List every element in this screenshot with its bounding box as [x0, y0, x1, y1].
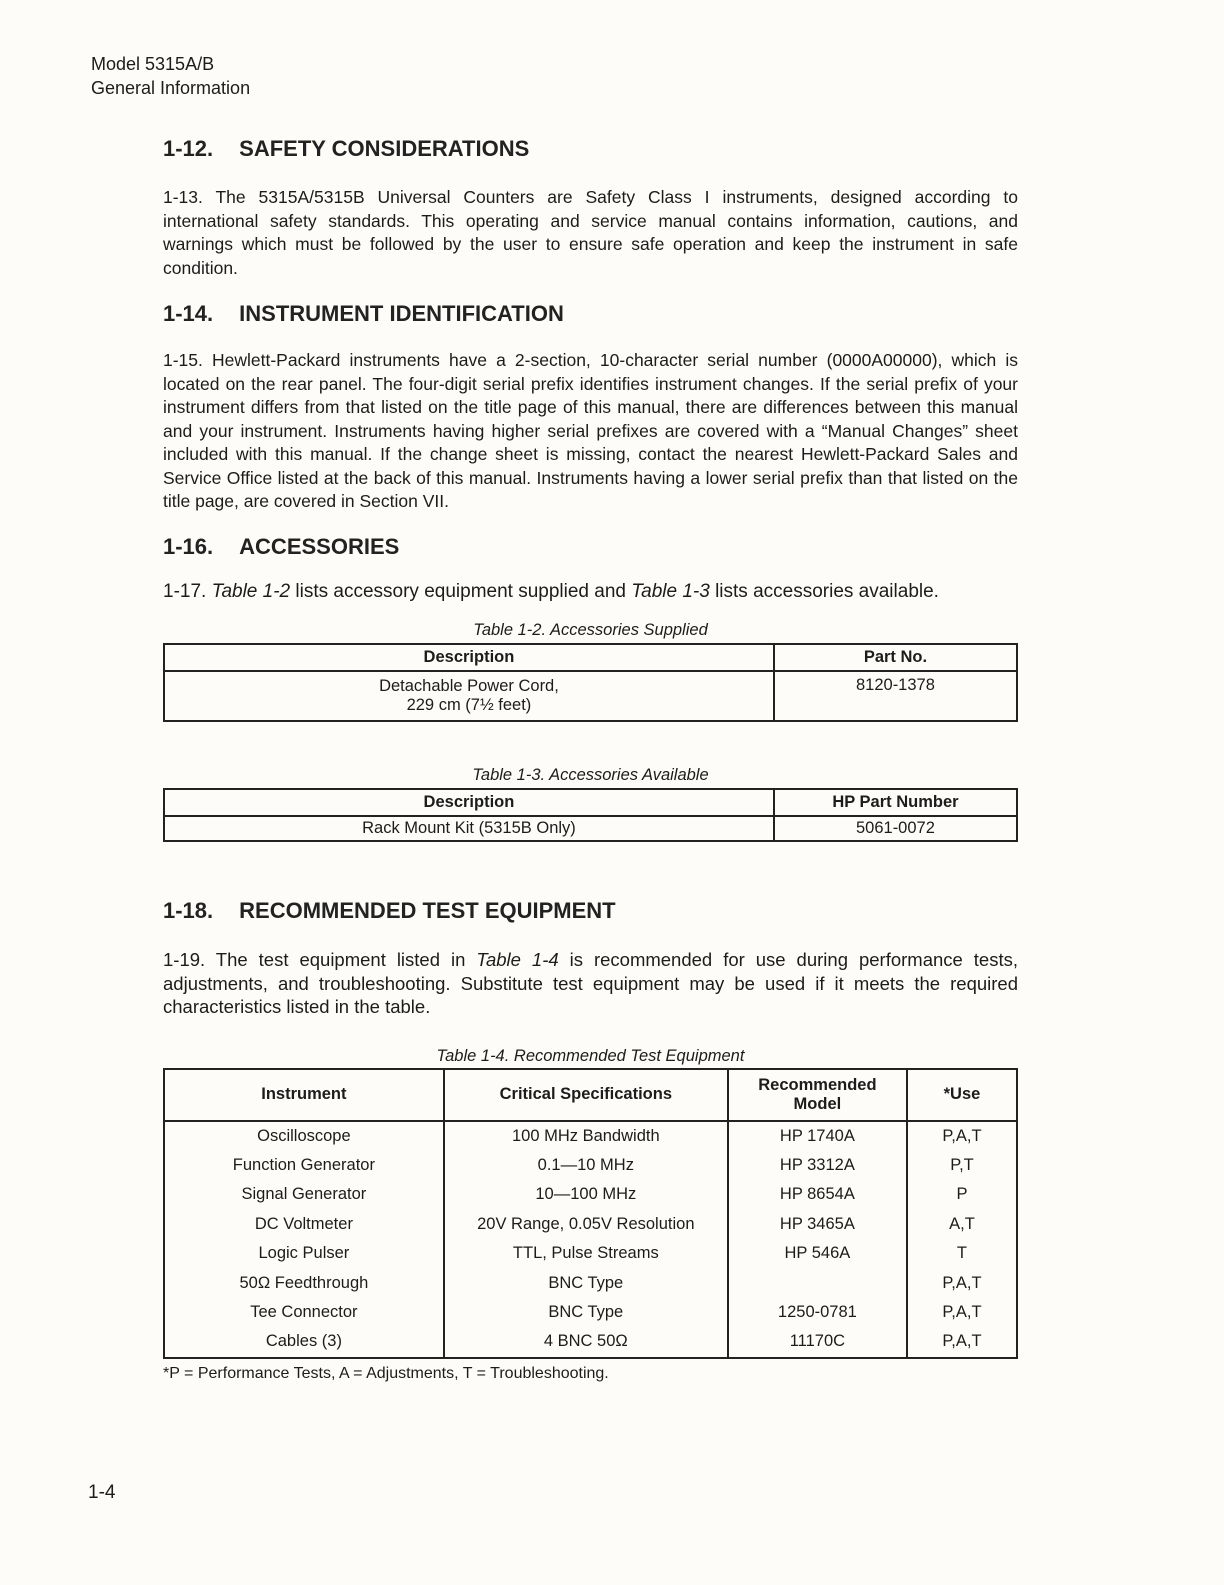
- paragraph-1-17: [163, 580, 1018, 604]
- table-cell: 10—100 MHz: [444, 1180, 728, 1209]
- table-cell: 4 BNC 50Ω: [444, 1327, 728, 1357]
- table-1-3: [163, 788, 1018, 842]
- table-cell: Oscilloscope: [164, 1121, 444, 1151]
- column-header: Instrument: [164, 1069, 444, 1121]
- table-cell: [164, 671, 774, 721]
- heading-test-equipment: [163, 898, 1018, 924]
- table-body: [164, 1121, 1017, 1358]
- table-row: [164, 1151, 1017, 1180]
- column-header: Description: [164, 789, 774, 816]
- heading-title: RECOMMENDED TEST EQUIPMENT: [239, 898, 616, 923]
- table-cell: BNC Type: [444, 1268, 728, 1297]
- heading-title: ACCESSORIES: [239, 533, 400, 559]
- table-cell: DC Voltmeter: [164, 1210, 444, 1239]
- paragraph-1-15: 1-15. Hewlett-Packard instruments have a 2-section, 10-character serial number (0000A00000), which is located on the rear panel. The four-digit serial prefix identifies instrument changes. If the serial prefix of your instrument differs from that listed on the title page of this manual, there are differences between this manual and your instrument. Instruments having higher serial prefixes are covered with a “Manual Changes” sheet included with this manual. If the change sheet is missing, contact the nearest Hewlett-Packard Sales and Service Office listed at the back of this manual. Instruments having a lower serial prefix than that listed on the title page, are covered in Section VII.: [163, 350, 1018, 511]
- table-cell: 5061-0072: [774, 816, 1017, 841]
- heading-identification: [163, 301, 1018, 327]
- table-cell: 20V Range, 0.05V Resolution: [444, 1210, 728, 1239]
- column-header: Recommended Model: [728, 1069, 907, 1121]
- table-cell: P,A,T: [907, 1121, 1017, 1151]
- running-header: [91, 52, 250, 100]
- table-header-row: [164, 1069, 1017, 1121]
- table-footnote: *P = Performance Tests, A = Adjustments, T = Troubleshooting.: [163, 1364, 609, 1382]
- table-row: [164, 816, 1017, 841]
- table-cell: [728, 1268, 907, 1297]
- table-1-4: [163, 1068, 1018, 1359]
- table-cell: Function Generator: [164, 1151, 444, 1180]
- heading-number: 1-18.: [163, 898, 214, 923]
- paragraph-text: lists accessory equipment supplied and: [290, 580, 632, 602]
- table-row: [164, 1239, 1017, 1268]
- column-header: Part No.: [774, 644, 1017, 671]
- column-header: HP Part Number: [774, 789, 1017, 816]
- heading-title: SAFETY CONSIDERATIONS: [239, 136, 530, 161]
- heading-safety: [163, 136, 1018, 162]
- table-cell: 1250-0781: [728, 1298, 907, 1327]
- cell-line: 229 cm (7½ feet): [406, 696, 532, 714]
- table-cell: 100 MHz Bandwidth: [444, 1121, 728, 1151]
- header-section: General Information: [91, 78, 251, 98]
- table-1-2: [163, 643, 1018, 722]
- table-cell: HP 8654A: [728, 1180, 907, 1209]
- heading-number: 1-14.: [163, 301, 214, 326]
- table-cell: TTL, Pulse Streams: [444, 1239, 728, 1268]
- table-cell: Rack Mount Kit (5315B Only): [164, 816, 774, 841]
- paragraph-text: is recommended for use during performance tests, adjustments, and troubleshooting. Substitute test equipment may be used if it meets the required characteristics listed in the table.: [163, 949, 1018, 1017]
- column-header: Description: [164, 644, 774, 671]
- paragraph-1-13: 1-13. The 5315A/5315B Universal Counters are Safety Class I instruments, designed according to international safety standards. This operating and service manual contains information, cautions, and warnings which must be followed by the user to ensure safe operation and keep the instrument in safe condition.: [163, 187, 1018, 278]
- table-cell: Cables (3): [164, 1327, 444, 1357]
- table-reference: Table 1-2: [211, 580, 291, 602]
- table-cell: 0.1—10 MHz: [444, 1151, 728, 1180]
- column-header: Critical Specifications: [444, 1069, 728, 1121]
- table-cell: P,A,T: [907, 1327, 1017, 1357]
- table-cell: Logic Pulser: [164, 1239, 444, 1268]
- paragraph-text: lists accessories available.: [709, 580, 939, 602]
- page-number: 1-4: [88, 1482, 116, 1503]
- table-cell: 11170C: [728, 1327, 907, 1357]
- table-row: [164, 1210, 1017, 1239]
- table-cell: P,A,T: [907, 1268, 1017, 1297]
- table-row: [164, 671, 1017, 721]
- table-cell: P: [907, 1180, 1017, 1209]
- table-cell: T: [907, 1239, 1017, 1268]
- header-model: Model 5315A/B: [91, 54, 215, 74]
- table-cell: A,T: [907, 1210, 1017, 1239]
- table-cell: HP 3312A: [728, 1151, 907, 1180]
- table-row: [164, 1298, 1017, 1327]
- table-row: [164, 1180, 1017, 1209]
- column-header: *Use: [907, 1069, 1017, 1121]
- table-header-row: [164, 644, 1017, 671]
- table-cell: HP 3465A: [728, 1210, 907, 1239]
- table-reference: Table 1-4: [476, 949, 559, 970]
- table-cell: Signal Generator: [164, 1180, 444, 1209]
- table-1-4-caption: Table 1-4. Recommended Test Equipment: [436, 1046, 745, 1065]
- table-row: [164, 1121, 1017, 1151]
- heading-number: 1-16.: [163, 533, 214, 559]
- table-cell: HP 1740A: [728, 1121, 907, 1151]
- table-row: [164, 1268, 1017, 1297]
- heading-number: 1-12.: [163, 136, 214, 161]
- heading-title: INSTRUMENT IDENTIFICATION: [239, 301, 564, 326]
- table-1-2-caption: Table 1-2. Accessories Supplied: [473, 621, 708, 639]
- table-cell: P,T: [907, 1151, 1017, 1180]
- table-cell: 50Ω Feedthrough: [164, 1268, 444, 1297]
- table-cell: BNC Type: [444, 1298, 728, 1327]
- table-row: [164, 1327, 1017, 1357]
- table-cell: 8120-1378: [774, 671, 1017, 721]
- heading-accessories: [163, 534, 1018, 560]
- table-header-row: [164, 789, 1017, 816]
- table-cell: Tee Connector: [164, 1298, 444, 1327]
- paragraph-1-19: [163, 948, 1018, 1019]
- page-content: [163, 136, 1018, 1383]
- table-cell: P,A,T: [907, 1298, 1017, 1327]
- paragraph-text: 1-19. The test equipment listed in: [163, 949, 477, 970]
- table-1-3-caption: Table 1-3. Accessories Available: [472, 766, 709, 784]
- paragraph-lead: 1-17.: [163, 580, 212, 602]
- cell-line: Detachable Power Cord,: [379, 677, 559, 695]
- table-reference: Table 1-3: [631, 580, 710, 602]
- table-cell: HP 546A: [728, 1239, 907, 1268]
